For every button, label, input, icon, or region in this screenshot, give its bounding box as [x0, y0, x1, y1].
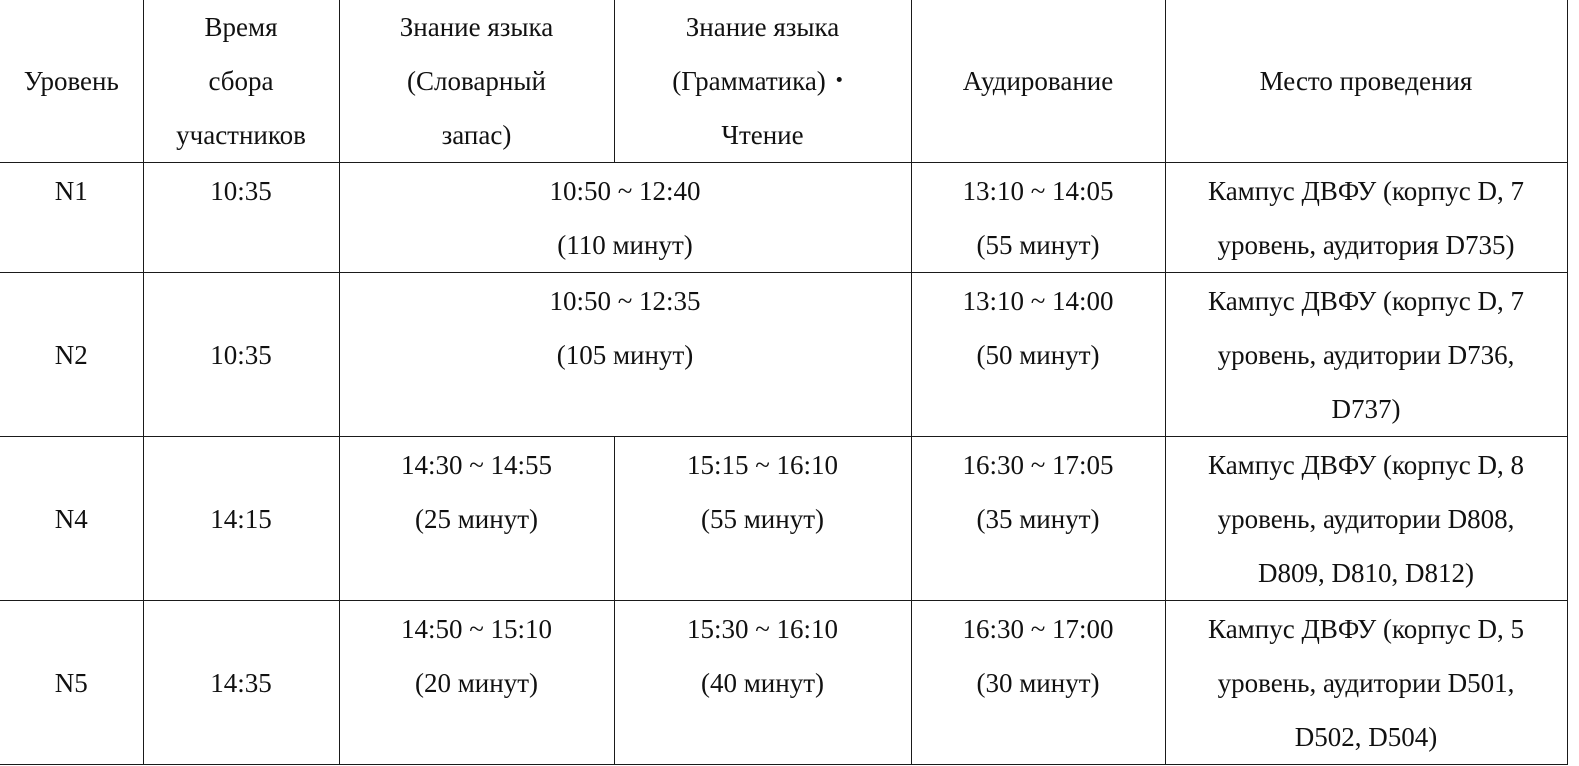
cell-venue: Кампус ДВФУ (корпус D, 7 уровень, аудитории D736, D737): [1165, 273, 1567, 437]
cell-venue: Кампус ДВФУ (корпус D, 5 уровень, аудитории D501, D502, D504): [1165, 601, 1567, 765]
cell-language-knowledge: 10:50 ~ 12:40 (110 минут): [339, 163, 911, 273]
header-grammar-reading: Знание языка (Грамматика)・ Чтение: [614, 0, 911, 163]
cell-listening: 13:10 ~ 14:05 (55 минут): [911, 163, 1165, 273]
table-row: [0, 437, 1567, 601]
cell-vocabulary: 14:50 ~ 15:10 (20 минут): [339, 601, 614, 765]
cell-level: N1: [0, 163, 143, 273]
table-row: [0, 273, 1567, 437]
header-vocabulary: Знание языка (Словарный запас): [339, 0, 614, 163]
cell-gathering-time: 10:35: [143, 163, 339, 273]
table-header-row: [0, 0, 1567, 163]
cell-gathering-time: 14:15: [143, 437, 339, 601]
cell-gathering-time: 14:35: [143, 601, 339, 765]
cell-grammar-reading: 15:15 ~ 16:10 (55 минут): [614, 437, 911, 601]
cell-venue: Кампус ДВФУ (корпус D, 7 уровень, аудитория D735): [1165, 163, 1567, 273]
header-level: Уровень: [0, 0, 143, 163]
header-gathering-time: Время сбора участников: [143, 0, 339, 163]
cell-level: N5: [0, 601, 143, 765]
cell-listening: 16:30 ~ 17:05 (35 минут): [911, 437, 1165, 601]
table-row: [0, 163, 1567, 273]
cell-level: N2: [0, 273, 143, 437]
cell-grammar-reading: 15:30 ~ 16:10 (40 минут): [614, 601, 911, 765]
cell-level: N4: [0, 437, 143, 601]
cell-listening: 16:30 ~ 17:00 (30 минут): [911, 601, 1165, 765]
header-listening: Аудирование: [911, 0, 1165, 163]
cell-language-knowledge: 10:50 ~ 12:35 (105 минут): [339, 273, 911, 437]
cell-listening: 13:10 ~ 14:00 (50 минут): [911, 273, 1165, 437]
cell-vocabulary: 14:30 ~ 14:55 (25 минут): [339, 437, 614, 601]
cell-gathering-time: 10:35: [143, 273, 339, 437]
table-row: [0, 601, 1567, 765]
header-venue: Место проведения: [1165, 0, 1567, 163]
cell-venue: Кампус ДВФУ (корпус D, 8 уровень, аудитории D808, D809, D810, D812): [1165, 437, 1567, 601]
